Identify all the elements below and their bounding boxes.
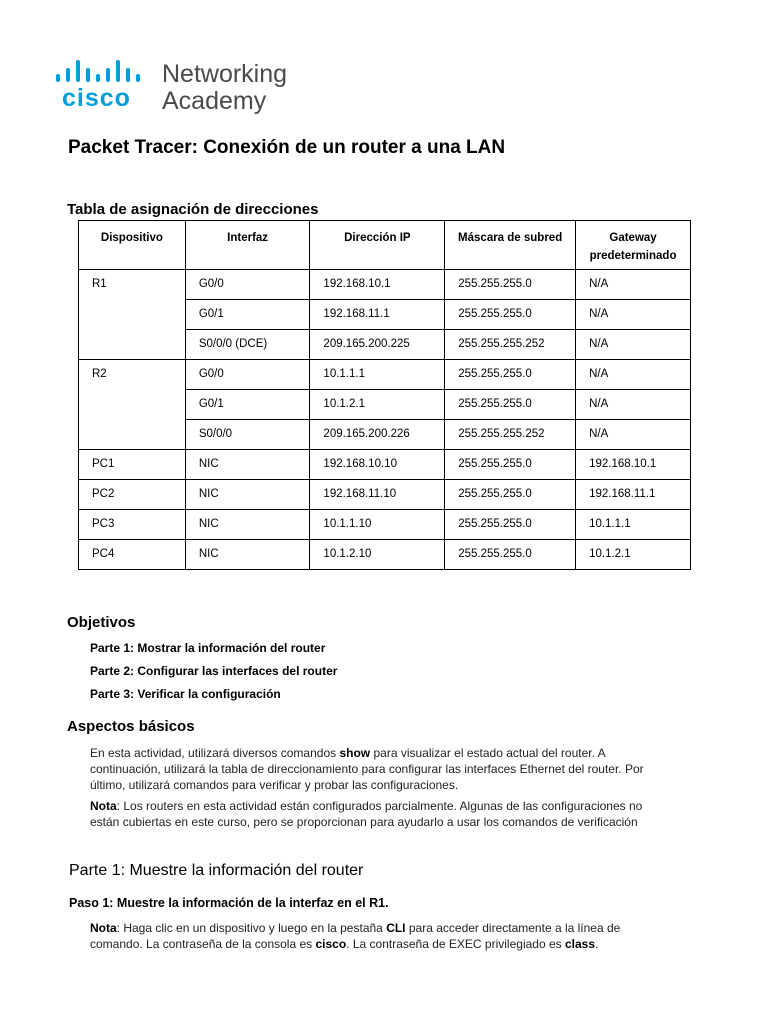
background-heading: Aspectos básicos	[67, 718, 195, 735]
cell-interface: G0/1	[185, 390, 310, 420]
cisco-networking-academy-logo	[54, 58, 314, 118]
logo-line-networking: Networking	[162, 60, 288, 88]
cell-mask: 255.255.255.0	[445, 540, 576, 570]
cell-interface: G0/1	[185, 300, 310, 330]
cell-gateway: N/A	[576, 330, 691, 360]
cell-ip: 10.1.1.1	[310, 360, 445, 390]
cell-device: R2	[79, 360, 186, 450]
table-row	[79, 510, 691, 540]
table-row	[79, 480, 691, 510]
cisco-wordmark: cisco	[62, 84, 131, 112]
cell-mask: 255.255.255.0	[445, 450, 576, 480]
cell-ip: 10.1.2.1	[310, 390, 445, 420]
cell-ip: 192.168.11.1	[310, 300, 445, 330]
cell-ip: 10.1.2.10	[310, 540, 445, 570]
table-body	[79, 270, 691, 570]
header-gateway: Gateway predeterminado	[576, 221, 691, 270]
cell-interface: S0/0/0 (DCE)	[185, 330, 310, 360]
logo-line-academy: Academy	[162, 87, 267, 115]
header-interface: Interfaz	[185, 221, 310, 270]
cell-device: R1	[79, 270, 186, 360]
cell-device: PC2	[79, 480, 186, 510]
cell-gateway: N/A	[576, 420, 691, 450]
cell-interface: NIC	[185, 510, 310, 540]
step1-heading: Paso 1: Muestre la información de la interfaz en el R1.	[69, 896, 389, 910]
cell-mask: 255.255.255.252	[445, 420, 576, 450]
cisco-bars-icon	[54, 58, 154, 82]
part1-note: Nota: Haga clic en un dispositivo y luego en la pestaña CLI para acceder directamente a la línea de comando. La contraseña de la consola es cisco. La contraseña de EXEC privilegiado es class.	[90, 921, 621, 951]
table-section-heading: Tabla de asignación de direcciones	[67, 201, 319, 218]
cell-mask: 255.255.255.0	[445, 390, 576, 420]
document-title: Packet Tracer: Conexión de un router a una LAN	[68, 137, 506, 158]
header-mask: Máscara de subred	[445, 221, 576, 270]
objective-item: Parte 2: Configurar las interfaces del router	[90, 664, 338, 678]
cell-ip: 192.168.10.10	[310, 450, 445, 480]
cell-mask: 255.255.255.0	[445, 480, 576, 510]
header-ip: Dirección IP	[310, 221, 445, 270]
cell-device: PC1	[79, 450, 186, 480]
cell-gateway: 192.168.11.1	[576, 480, 691, 510]
cell-device: PC4	[79, 540, 186, 570]
cell-ip: 209.165.200.226	[310, 420, 445, 450]
cell-ip: 192.168.11.10	[310, 480, 445, 510]
cell-mask: 255.255.255.0	[445, 360, 576, 390]
cell-gateway: N/A	[576, 390, 691, 420]
cell-interface: G0/0	[185, 360, 310, 390]
header-device: Dispositivo	[79, 221, 186, 270]
cell-gateway: N/A	[576, 360, 691, 390]
part1-heading: Parte 1: Muestre la información del router	[69, 862, 364, 879]
cell-interface: NIC	[185, 480, 310, 510]
table-row	[79, 360, 691, 390]
cell-gateway: 192.168.10.1	[576, 450, 691, 480]
cell-gateway: 10.1.2.1	[576, 540, 691, 570]
cell-mask: 255.255.255.0	[445, 270, 576, 300]
background-note: Nota: Los routers en esta actividad están configurados parcialmente. Algunas de las configuraciones no están cubiertas en este curso, pero se proporcionan para ayudarlo a usar los comandos de verificación	[90, 799, 643, 829]
cell-interface: S0/0/0	[185, 420, 310, 450]
table-row	[79, 270, 691, 300]
cell-gateway: N/A	[576, 270, 691, 300]
cell-mask: 255.255.255.0	[445, 510, 576, 540]
table-header-row	[79, 221, 691, 270]
cell-ip: 209.165.200.225	[310, 330, 445, 360]
table-row	[79, 450, 691, 480]
objectives-heading: Objetivos	[67, 614, 136, 631]
cell-ip: 192.168.10.1	[310, 270, 445, 300]
objective-item: Parte 3: Verificar la configuración	[90, 687, 281, 701]
cell-ip: 10.1.1.10	[310, 510, 445, 540]
background-paragraph: En esta actividad, utilizará diversos comandos show para visualizar el estado actual del router. A continuación, utilizará la tabla de direccionamiento para configurar las interfaces Ethernet del router. Por último, utilizará comandos para verificar y probar las configuraciones.	[90, 746, 644, 792]
cell-mask: 255.255.255.252	[445, 330, 576, 360]
objective-item: Parte 1: Mostrar la información del router	[90, 641, 326, 655]
cell-interface: NIC	[185, 540, 310, 570]
cell-gateway: 10.1.1.1	[576, 510, 691, 540]
cell-mask: 255.255.255.0	[445, 300, 576, 330]
cell-gateway: N/A	[576, 300, 691, 330]
table-row	[79, 540, 691, 570]
cell-interface: NIC	[185, 450, 310, 480]
cell-device: PC3	[79, 510, 186, 540]
cell-interface: G0/0	[185, 270, 310, 300]
addressing-table	[78, 220, 691, 570]
